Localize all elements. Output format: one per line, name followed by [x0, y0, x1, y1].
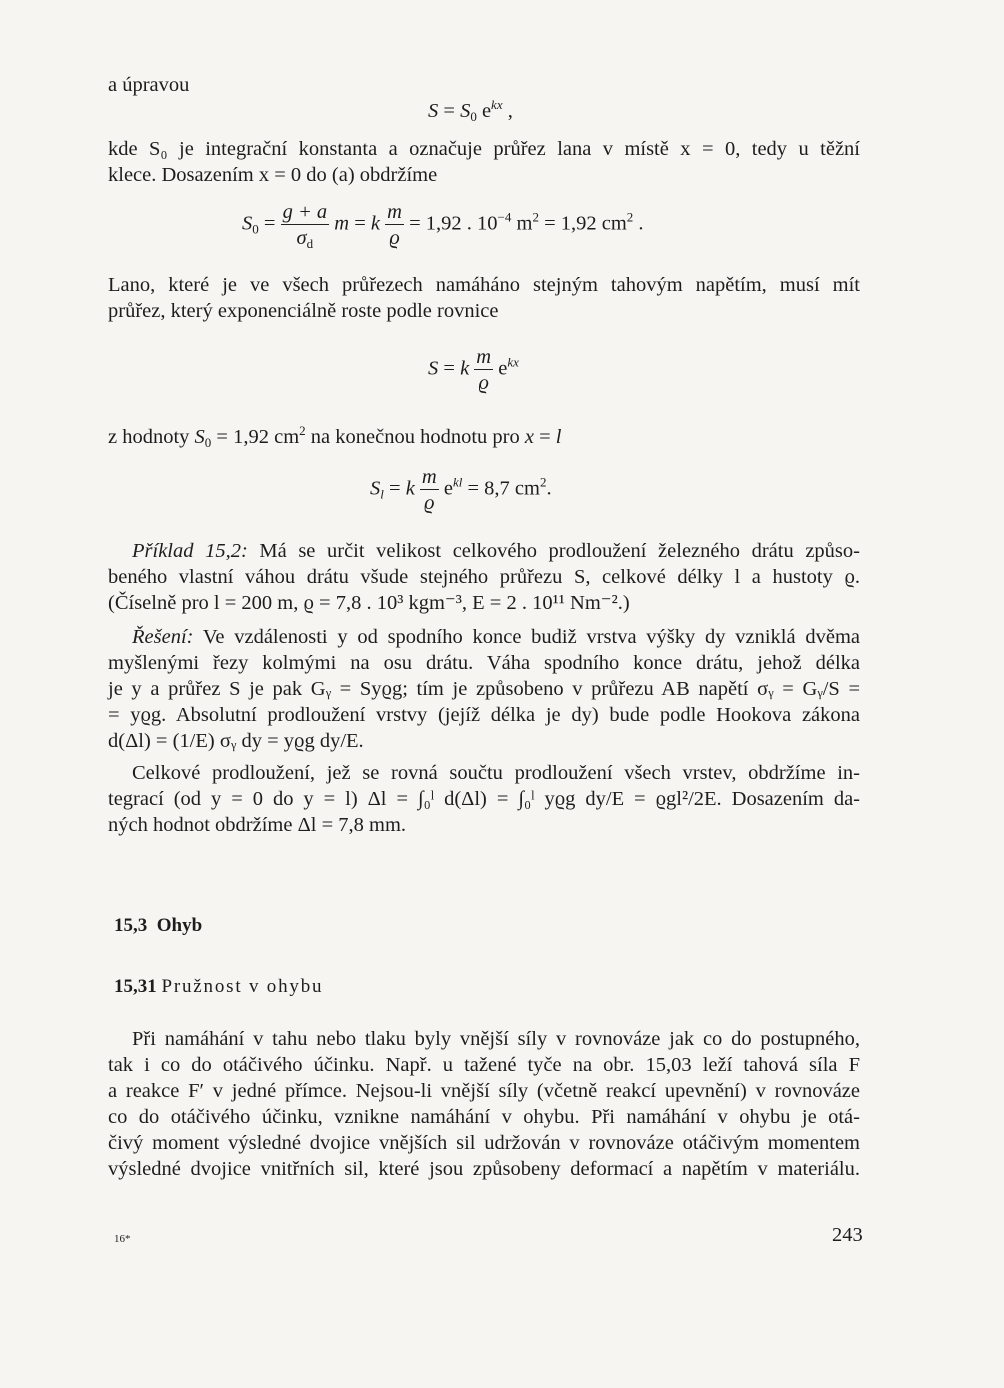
paragraph-3: z hodnoty $S_0 = 1,92$ $cm^2$ na konečnou hodnotu pro x = l — [108, 423, 562, 450]
eq1-lhs: S — [428, 100, 439, 122]
paragraph-5-line-2: tak i co do otáčivého účinku. Např. u tažené tyče na obr. 15,03 leží tahová síla F — [108, 1054, 860, 1076]
solution-line-2: myšlenými řezy kolmými na osu drátu. Váha spodního konce drátu, jehož délka — [108, 652, 860, 674]
equation-1: $S = S_0$ $e^{kx}$ , — [428, 97, 513, 124]
paragraph-4-line-2: tegrací (od y = 0 do y = l) Δl = ∫₀ˡ d(Δl) = ∫₀ˡ yϱg dy/E = ϱgl²/2E. Dosazením da- — [108, 788, 860, 810]
paragraph-5-line-5: čivý moment výsledné dvojice vnějších sil udržován v rovnováze otáčivým momentem — [108, 1132, 860, 1154]
solution-line-1: Řešení: Ve vzdálenosti y od spodního konce budiž vrstva výšky dy vzniklá dvěma — [132, 626, 860, 648]
paragraph-1-line-2: klece. Dosazením x = 0 do (a) obdržíme — [108, 164, 438, 186]
paragraph-5-line-3: a reakce F′ v jedné přímce. Nejsou-li vnější síly (včetně reakcí upevnění) v rovnováze — [108, 1080, 860, 1102]
equation-3: S = k $\frac{m}{ϱ}$ $e^{kx}$ — [428, 346, 519, 394]
paragraph-2-line-2: průřez, který exponenciálně roste podle rovnice — [108, 300, 499, 322]
paragraph-5-line-1: Při namáhání v tahu nebo tlaku byly vnější síly v rovnováze jak co do postupného, — [132, 1028, 860, 1050]
solution-line-4: = yϱg. Absolutní prodloužení vrstvy (jejíž délka je dy) bude podle Hookova zákona — [108, 704, 860, 726]
solution-line-5: d(Δl) = (1/E) σᵧ dy = yϱg dy/E. — [108, 730, 364, 752]
page-number: 243 — [832, 1224, 863, 1246]
example-line-1: Příklad 15,2: Má se určit velikost celkového prodloužení železného drátu způso- — [132, 540, 860, 562]
intro-text: a úpravou — [108, 74, 190, 96]
section-heading: 15,3 Ohyb — [114, 915, 203, 936]
example-line-3: (Číselně pro l = 200 m, ϱ = 7,8 . 10³ kgm⁻³, E = 2 . 10¹¹ Nm⁻².) — [108, 592, 630, 614]
paragraph-4-line-3: ných hodnot obdržíme Δl = 7,8 mm. — [108, 814, 407, 836]
equation-4: $S_l = k$ $\frac{m}{ϱ}$ $e^{kl} = 8,7$ $cm^2$. — [370, 466, 552, 514]
example-label: Příklad 15,2: — [132, 540, 248, 562]
eq2-fraction-1: $\frac{g + a}{\sigma_d}$ — [282, 201, 328, 251]
paragraph-2-line-1: Lano, které je ve všech průřezech namáháno stejným tahovým napětím, musí mít — [108, 274, 860, 296]
solution-label: Řešení: — [132, 626, 194, 648]
paragraph-1-line-1: kde S₀ je integrační konstanta a označuje průřez lana v místě x = 0, tedy u těžní — [108, 138, 860, 160]
paragraph-5-line-4: co do otáčivého účinku, vznikne namáhání v ohybu. Při namáhání v ohybu je otá- — [108, 1106, 860, 1128]
paragraph-4-line-1: Celkové prodloužení, jež se rovná součtu prodloužení všech vrstev, obdržíme in- — [132, 762, 860, 784]
paragraph-5-line-6: výsledné dvojice vnitřních sil, které jsou způsobeny deformací a napětím v materiálu. — [108, 1158, 860, 1180]
subsection-heading: 15,31 Pružnost v ohybu — [114, 976, 324, 997]
eq4-fraction: $\frac{m}{ϱ}$ — [421, 466, 437, 514]
eq3-fraction: $\frac{m}{ϱ}$ — [476, 346, 492, 394]
printer-signature: 16* — [114, 1233, 131, 1245]
equation-2: $S_0$ = $\frac{g + a}{\sigma_d}$ m = k $\frac{m}{ϱ}$ = 1,92 . $10^{-4}$ $m^2 = 1,92$ $cm^2$ . — [242, 201, 644, 251]
eq2-fraction-2: $\frac{m}{ϱ}$ — [387, 201, 402, 249]
solution-line-3: je y a průřez S je pak Gᵧ = Syϱg; tím je způsobeno v průřezu AB napětí σᵧ = Gᵧ/S = — [108, 678, 860, 700]
example-line-2: beného vlastní váhou drátu všude stejného průřezu S, celkové délky l a hustoty ϱ. — [108, 566, 860, 588]
eq1-rhs: S — [460, 100, 471, 122]
